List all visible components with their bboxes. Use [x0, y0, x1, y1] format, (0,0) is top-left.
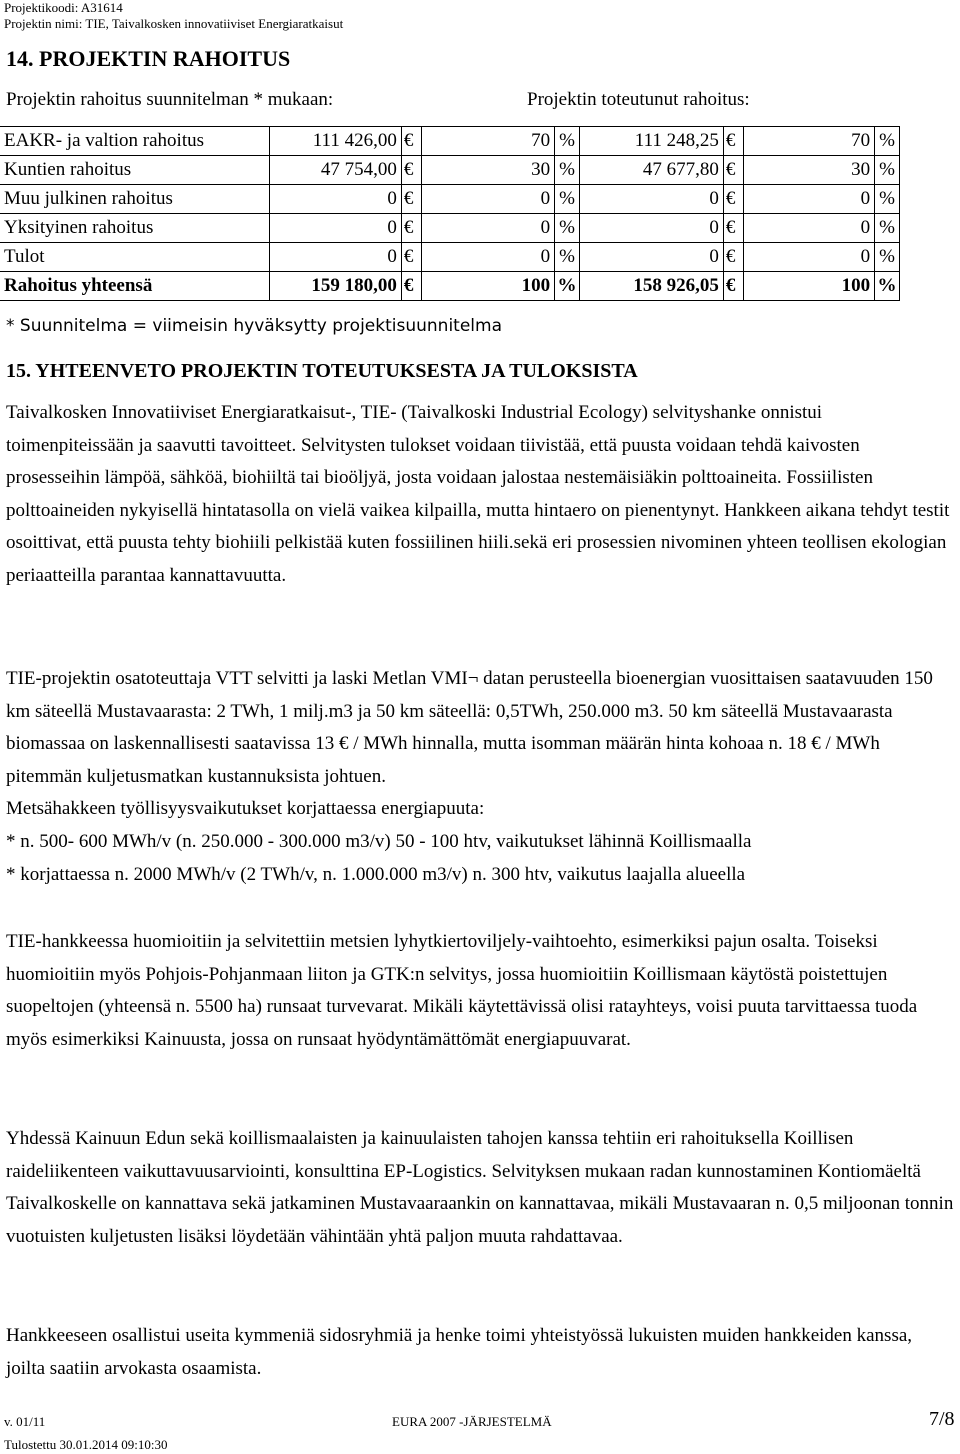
summary-paragraph-1: [6, 397, 954, 593]
summary-paragraph-2: [6, 663, 954, 891]
euro-sign: €: [401, 243, 421, 272]
funding-row: [0, 243, 900, 272]
project-code: Projektikoodi: A31614: [4, 0, 123, 15]
funding-row: [0, 214, 900, 243]
planned-funding-label: Projektin rahoitus suunnitelman * mukaan:: [6, 89, 334, 110]
funding-row: [0, 127, 900, 156]
euro-sign: €: [401, 214, 421, 243]
actual-percent: 0: [743, 214, 875, 243]
euro-sign: €: [723, 156, 743, 185]
euro-sign: €: [401, 185, 421, 214]
planned-amount: 111 426,00: [270, 127, 402, 156]
footer-version: v. 01/11: [4, 1414, 46, 1429]
plan-footnote: * Suunnitelma = viimeisin hyväksytty projektisuunnitelma: [6, 316, 502, 336]
euro-sign: €: [401, 127, 421, 156]
euro-sign: €: [723, 127, 743, 156]
project-name: Projektin nimi: TIE, Taivalkosken innovatiiviset Energiaratkaisut: [4, 16, 344, 31]
euro-sign: €: [401, 272, 421, 301]
percent-sign: %: [875, 272, 900, 301]
euro-sign: €: [723, 243, 743, 272]
funding-row: [0, 272, 900, 301]
funding-row: [0, 156, 900, 185]
paragraph-text: Hankkeeseen osallistui useita kymmeniä sidosryhmiä ja henke toimi yhteistyössä lukuisten muiden hankkeiden kanssa, joilta saatiin arvokasta osaamista.: [6, 1325, 913, 1379]
euro-sign: €: [723, 272, 743, 301]
percent-sign: %: [555, 214, 580, 243]
percent-sign: %: [875, 243, 900, 272]
funding-table: [0, 126, 900, 301]
section-14-title: 14. PROJEKTIN RAHOITUS: [6, 46, 291, 71]
paragraph-line: Metsähakkeen työllisyysvaikutukset korjattaessa energiapuuta:: [6, 798, 485, 820]
planned-percent: 0: [421, 214, 555, 243]
actual-amount: 0: [579, 243, 723, 272]
paragraph-text: TIE-hankkeessa huomioitiin ja selvitettiin metsien lyhytkiertoviljely-vaihtoehto, esimerkiksi pajun osalta. Toiseksi huomioitiin myös Pohjois-Pohjanmaan liiton ja GTK:n selvitys, jossa huomioitiin Koillismaan käytöstä poistettujen suopeltojen (yhteensä n. 5500 ha) runsaat turvevarat. Mikäli käytettävissä olisi ratayhteys, voisi puuta tarvittaessa tuoda myös esimerkiksi Kainuusta, jossa on runsaat hyödyntämättömät energiapuuvarat.: [6, 931, 918, 1050]
paragraph-line: * korjattaessa n. 2000 MWh/v (2 TWh/v, n. 1.000.000 m3/v) n. 300 htv, vaikutus laajalla alueella: [6, 863, 746, 885]
percent-sign: %: [555, 156, 580, 185]
planned-percent: 0: [421, 243, 555, 272]
actual-percent: 70: [743, 127, 875, 156]
actual-percent: 0: [743, 243, 875, 272]
percent-sign: %: [555, 272, 580, 301]
planned-amount: 0: [270, 185, 402, 214]
actual-amount: 111 248,25: [579, 127, 723, 156]
euro-sign: €: [723, 185, 743, 214]
actual-percent: 0: [743, 185, 875, 214]
funding-row-label: Yksityinen rahoitus: [0, 214, 270, 243]
section-15-title: 15. YHTEENVETO PROJEKTIN TOTEUTUKSESTA JA TULOKSISTA: [6, 360, 638, 382]
percent-sign: %: [875, 214, 900, 243]
actual-percent: 30: [743, 156, 875, 185]
planned-amount: 47 754,00: [270, 156, 402, 185]
actual-funding-label: Projektin toteutunut rahoitus:: [527, 89, 750, 110]
paragraph-text: TIE-projektin osatoteuttaja VTT selvitti ja laski Metlan VMI¬ datan perusteella bioenergian vuosittaisen saatavuuden 150 km säteellä Mustavaarasta: 2 TWh, 1 milj.m3 ja 50 km säteellä: 0,5TWh, 250.000 m3. 50 km säteellä Mustavaarasta biomassaa on laskennallisesti saatavissa 13 € / MWh hinnalla, mutta isomman määrän hinta kohoaa n. 18 € / MWh pitemmän kuljetusmatkan kustannuksista johtuen.: [6, 668, 933, 787]
funding-row-label: EAKR- ja valtion rahoitus: [0, 127, 270, 156]
actual-percent: 100: [743, 272, 875, 301]
summary-paragraph-5: [6, 1320, 954, 1385]
planned-percent: 70: [421, 127, 555, 156]
footer-system: EURA 2007 -JÄRJESTELMÄ: [392, 1414, 552, 1429]
actual-amount: 0: [579, 214, 723, 243]
funding-row-label: Rahoitus yhteensä: [0, 272, 270, 301]
paragraph-text: Yhdessä Kainuun Edun sekä koillismaalaisten ja kainuulaisten tahojen kanssa tehtiin eri rahoituksella Koillisen raideliikenteen vaikuttavuusarviointi, konsulttina EP-Logistics. Selvityksen mukaan radan kunnostaminen Kontiomäeltä Taivalkoskelle on kannattava sekä jatkaminen Mustavaaraankin on kannattavaa, mikäli Mustavaaran n. 0,5 miljoonan tonnin vuotuisten kuljetusten lisäksi löydetään vähintään yhtä paljon muuta rahdattavaa.: [6, 1128, 954, 1247]
actual-amount: 0: [579, 185, 723, 214]
planned-amount: 159 180,00: [270, 272, 402, 301]
percent-sign: %: [875, 127, 900, 156]
percent-sign: %: [555, 127, 580, 156]
percent-sign: %: [875, 156, 900, 185]
funding-row-label: Tulot: [0, 243, 270, 272]
footer-page-number: 7/8: [929, 1408, 955, 1430]
percent-sign: %: [875, 185, 900, 214]
actual-amount: 47 677,80: [579, 156, 723, 185]
summary-paragraph-4: [6, 1123, 954, 1253]
percent-sign: %: [555, 185, 580, 214]
percent-sign: %: [555, 243, 580, 272]
paragraph-line: * n. 500- 600 MWh/v (n. 250.000 - 300.000 m3/v) 50 - 100 htv, vaikutukset lähinnä Koillismaalla: [6, 830, 752, 852]
planned-amount: 0: [270, 214, 402, 243]
paragraph-text: Taivalkosken Innovatiiviset Energiaratkaisut-, TIE- (Taivalkoski Industrial Ecology) selvityshanke onnistui toimenpiteissään ja saavutti tavoitteet. Selvitysten tulokset voidaan tiivistää, että puusta voidaan tehdä kaivosten prosesseihin lämpöä, sähköä, biohiiltä tai bioöljyä, josta voidaan jalostaa nestemäisiäkin polttoaineita. Fossiilisten polttoaineiden nykyisellä hintatasolla on vielä vaikea kilpailla, mutta hintaero on pienentynyt. Hankkeen aikana tehdyt testit osoittivat, että puusta tehty biohiili pelkistää kuten fossiilinen hiili.sekä eri prosessien nivominen yhteen teollisen ekologian periaatteilla parantaa kannattavuutta.: [6, 402, 950, 586]
euro-sign: €: [723, 214, 743, 243]
funding-row-label: Muu julkinen rahoitus: [0, 185, 270, 214]
summary-paragraph-3: [6, 926, 954, 1056]
planned-amount: 0: [270, 243, 402, 272]
planned-percent: 30: [421, 156, 555, 185]
funding-row: [0, 185, 900, 214]
euro-sign: €: [401, 156, 421, 185]
planned-percent: 0: [421, 185, 555, 214]
actual-amount: 158 926,05: [579, 272, 723, 301]
planned-percent: 100: [421, 272, 555, 301]
funding-row-label: Kuntien rahoitus: [0, 156, 270, 185]
footer-printed: Tulostettu 30.01.2014 09:10:30: [4, 1437, 168, 1452]
